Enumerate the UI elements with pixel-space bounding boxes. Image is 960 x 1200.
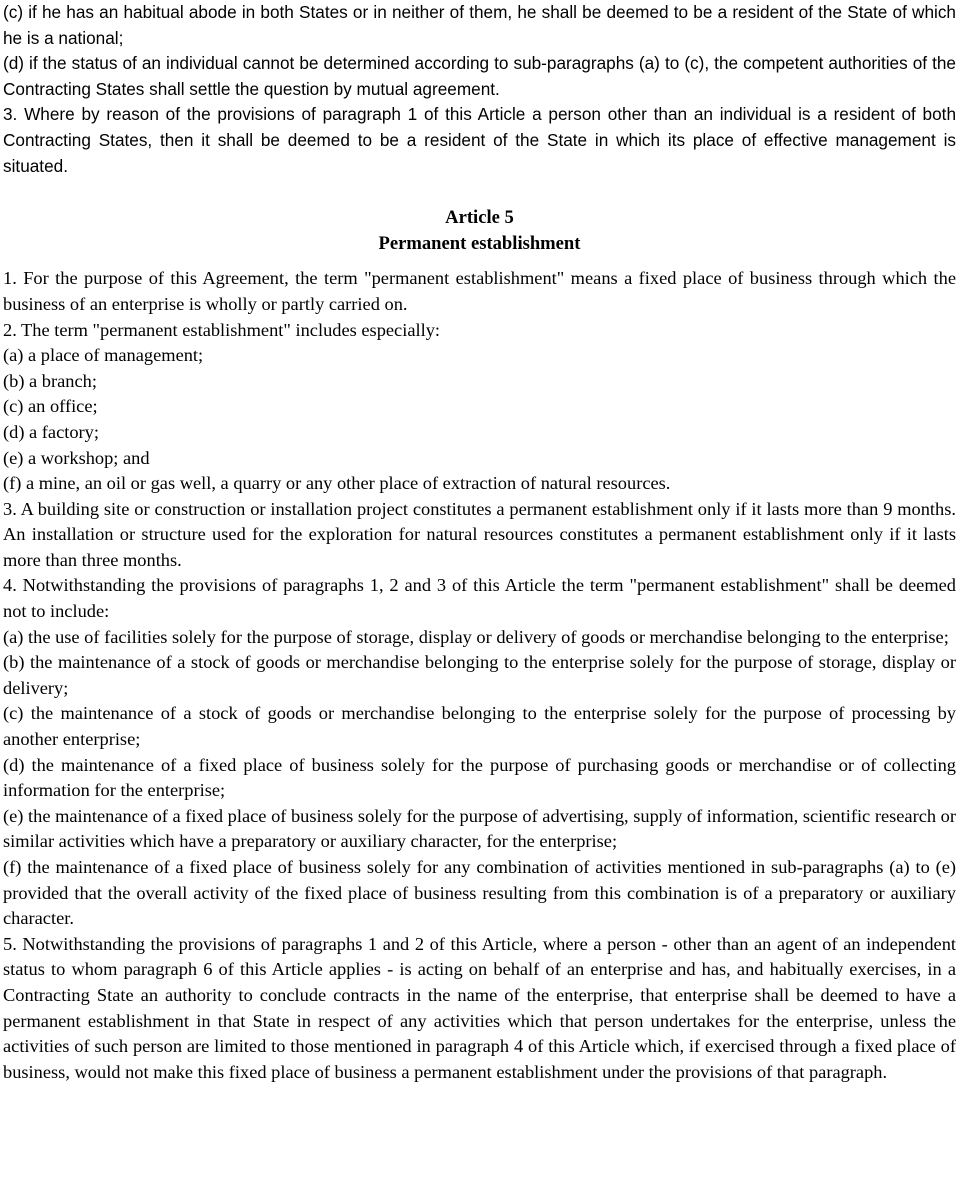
exclusion-item-f: (f) the maintenance of a fixed place of business solely for any combination of activities mentioned in sub-paragraphs (a) to (e) provided that the overall activity of the fixed place of business resulting from this combination is of a preparatory or auxiliary character. xyxy=(3,857,956,929)
spacer xyxy=(3,256,956,266)
paragraph-3-effective-management: 3. Where by reason of the provisions of paragraph 1 of this Article a person other than an individual is a resident of both Contracting States, then it shall be deemed to be a resident of the State in which its place of effective management is situated. xyxy=(3,104,956,176)
paragraph-c-habitual-abode: (c) if he has an habitual abode in both States or in neither of them, he shall be deemed to be a resident of the State of which he is a national; xyxy=(3,2,956,48)
article5-paragraph-5: 5. Notwithstanding the provisions of paragraphs 1 and 2 of this Article, where a person - other than an agent of an independent status to whom paragraph 6 of this Article applies - is acting on behalf of an enterprise and has, and habitually exercises, in a Contracting State an authority to conclude contracts in the name of the enterprise, that enterprise shall be deemed to have a permanent establishment in that State in respect of any activities which that person undertakes for the enterprise, unless the activities of such person are limited to those mentioned in paragraph 4 of this Article which, if exercised through a fixed place of business, would not make this fixed place of business a permanent establishment under the provisions of that paragraph. xyxy=(3,933,956,1082)
list-item-c: (c) an office; xyxy=(3,396,98,417)
list-item-f: (f) a mine, an oil or gas well, a quarry or any other place of extraction of natural resources. xyxy=(3,473,671,494)
list-item-d: (d) a factory; xyxy=(3,421,99,442)
article5-paragraph-1: 1. For the purpose of this Agreement, the term "permanent establishment" means a fixed place of business through which the business of an enterprise is wholly or partly carried on. xyxy=(3,268,956,314)
document-page xyxy=(3,0,956,1085)
article5-paragraph-3: 3. A building site or construction or installation project constitutes a permanent establishment only if it lasts more than 9 months. An installation or structure used for the exploration for natural resources constitutes a permanent establishment only if it lasts more than three months. xyxy=(3,498,956,570)
exclusion-item-e: (e) the maintenance of a fixed place of business solely for the purpose of advertising, supply of information, scientific research or similar activities which have a preparatory or auxiliary character, for the enterprise; xyxy=(3,805,956,852)
article5-paragraph-4: 4. Notwithstanding the provisions of paragraphs 1, 2 and 3 of this Article the term "permanent establishment" shall be deemed not to include: xyxy=(3,575,956,622)
spacer xyxy=(3,179,956,205)
exclusion-item-c: (c) the maintenance of a stock of goods or merchandise belonging to the enterprise solely for the purpose of processing by another enterprise; xyxy=(3,703,956,750)
paragraph-d-mutual-agreement: (d) if the status of an individual cannot be determined according to sub-paragraphs (a) to (c), the competent authorities of the Contracting States shall settle the question by mutual agreement. xyxy=(3,53,956,99)
exclusion-item-b: (b) the maintenance of a stock of goods or merchandise belonging to the enterprise solely for the purpose of storage, display or delivery; xyxy=(3,652,956,698)
list-item-a: (a) a place of management; xyxy=(3,345,204,366)
list-item-b: (b) a branch; xyxy=(3,370,97,391)
exclusion-item-d: (d) the maintenance of a fixed place of business solely for the purpose of purchasing goods or merchandise or of collecting information for the enterprise; xyxy=(3,754,956,801)
list-item-e: (e) a workshop; and xyxy=(3,447,150,468)
article5-paragraph-2: 2. The term "permanent establishment" includes especially: xyxy=(3,319,441,340)
article-title: Permanent establishment xyxy=(378,232,581,254)
exclusion-item-a: (a) the use of facilities solely for the purpose of storage, display or delivery of goods or merchandise belonging to the enterprise; xyxy=(3,626,949,647)
article-number: Article 5 xyxy=(445,207,514,229)
